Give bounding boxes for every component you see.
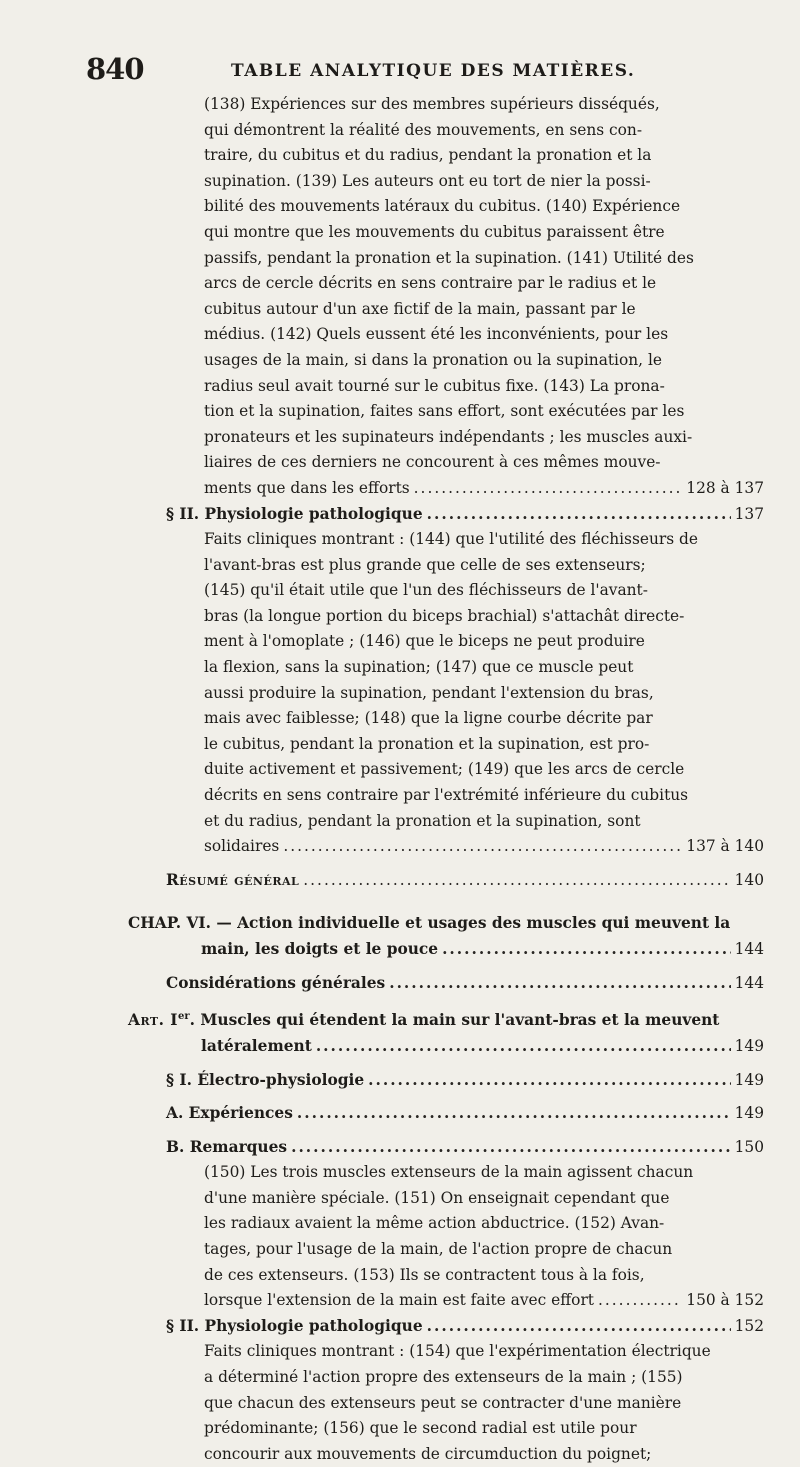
text-line: Faits cliniques montrant : (144) que l'utilité des fléchisseurs de — [204, 530, 698, 549]
chapter-title: CHAP. VI. — Action individuelle et usages des muscles qui meuvent la — [128, 914, 731, 933]
page-reference: 140 — [734, 870, 764, 889]
toc-entry-article-1 — [128, 1004, 764, 1059]
text-line: que chacun des extenseurs peut se contracter d'une manière — [204, 1393, 682, 1412]
toc-entry-last-line — [204, 476, 764, 502]
page-number: 840 — [86, 52, 144, 86]
entry-label: Résumé général — [166, 870, 300, 889]
toc-paragraph-138-143 — [204, 92, 764, 502]
leader-dots — [283, 834, 682, 860]
toc-content — [128, 92, 764, 1467]
page-reference: 150 à 152 — [686, 1291, 764, 1310]
entry-label: ments que dans les efforts — [204, 478, 410, 497]
page-reference: 149 — [734, 1036, 764, 1055]
text-line: qui démontrent la réalité des mouvements, en sens con- — [204, 120, 643, 139]
text-line: d'une manière spéciale. (151) On enseignait cependant que — [204, 1188, 670, 1207]
text-line: arcs de cercle décrits en sens contraire par le radius et le — [204, 274, 657, 293]
page-header — [86, 52, 726, 92]
text-line: usages de la main, si dans la pronation ou la supination, le — [204, 350, 662, 369]
leader-dots — [389, 971, 730, 997]
text-line: de ces extenseurs. (153) Ils se contractent tous à la fois, — [204, 1265, 645, 1284]
text-line: tion et la supination, faites sans effort, sont exécutées par les — [204, 402, 685, 421]
text-line: (145) qu'il était utile que l'un des fléchisseurs de l'avant- — [204, 581, 648, 600]
page-reference: 144 — [734, 973, 764, 992]
entry-label: § II. Physiologie pathologique — [166, 1316, 423, 1335]
toc-entry-considerations-generales — [166, 971, 764, 997]
toc-entry-remarques — [166, 1135, 764, 1161]
toc-entry-chapter-vi — [128, 911, 764, 962]
leader-dots — [368, 1068, 730, 1094]
text-line: liaires de ces derniers ne concourent à ces mêmes mouve- — [204, 453, 661, 472]
article-prefix: Art. I — [128, 1011, 178, 1030]
entry-label: A. Expériences — [166, 1104, 293, 1123]
entry-label: Considérations générales — [166, 973, 386, 992]
entry-label: B. Remarques — [166, 1137, 288, 1156]
page-reference: 149 — [734, 1070, 764, 1089]
leader-dots — [427, 502, 731, 528]
running-head: TABLE ANALYTIQUE DES MATIÈRES. — [231, 61, 636, 81]
text-line: radius seul avait tourné sur le cubitus fixe. (143) La prona- — [204, 376, 665, 395]
page-reference: 149 — [734, 1104, 764, 1123]
text-line: tages, pour l'usage de la main, de l'action propre de chacun — [204, 1240, 673, 1259]
entry-label: § I. Électro-physiologie — [166, 1070, 365, 1089]
entry-label: lorsque l'extension de la main est faite avec effort — [204, 1291, 594, 1310]
toc-entry-last-line — [204, 1288, 764, 1314]
leader-dots — [316, 1034, 731, 1060]
leader-dots — [427, 1314, 731, 1340]
text-line: duite activement et passivement; (149) que les arcs de cercle — [204, 760, 685, 779]
text-line: médius. (142) Quels eussent été les inconvénients, pour les — [204, 325, 669, 344]
page-reference: 150 — [734, 1137, 764, 1156]
text-line: qui montre que les mouvements du cubitus paraissent être — [204, 222, 665, 241]
text-line: et du radius, pendant la pronation et la supination, sont — [204, 811, 641, 830]
page-reference: 137 — [734, 504, 764, 523]
article-title-cont: latéralement — [201, 1036, 312, 1055]
text-line: bilité des mouvements latéraux du cubitus. (140) Expérience — [204, 197, 681, 216]
leader-dots — [291, 1135, 731, 1161]
text-line: supination. (139) Les auteurs ont eu tort de nier la possi- — [204, 171, 651, 190]
toc-paragraph-154-156 — [204, 1339, 764, 1467]
text-line: ment à l'omoplate ; (146) que le biceps ne peut produire — [204, 632, 645, 651]
text-line: (150) Les trois muscles extenseurs de la main agissent chacun — [204, 1163, 694, 1182]
chapter-title-cont: main, les doigts et le pouce — [201, 940, 439, 958]
text-line: bras (la longue portion du biceps brachial) s'attachât directe- — [204, 606, 685, 625]
text-line: prédominante; (156) que le second radial est utile pour — [204, 1419, 637, 1438]
text-line: a déterminé l'action propre des extenseurs de la main ; (155) — [204, 1368, 683, 1387]
page-reference: 152 — [734, 1316, 764, 1335]
leader-dots — [598, 1288, 682, 1314]
toc-paragraph-150-153 — [204, 1160, 764, 1314]
text-line: l'avant-bras est plus grande que celle de ses extenseurs; — [204, 555, 646, 574]
text-line: (138) Expériences sur des membres supérieurs disséqués, — [204, 95, 660, 113]
article-title — [128, 1004, 719, 1034]
leader-dots — [297, 1101, 731, 1127]
text-line: Faits cliniques montrant : (154) que l'expérimentation électrique — [204, 1342, 711, 1361]
entry-label: § II. Physiologie pathologique — [166, 504, 423, 523]
toc-entry-physiologie-pathologique — [166, 502, 764, 528]
toc-paragraph-144-149 — [204, 527, 764, 860]
toc-entry-last-line — [204, 834, 764, 860]
toc-entry-experiences — [166, 1101, 764, 1127]
text-line: passifs, pendant la pronation et la supination. (141) Utilité des — [204, 248, 694, 267]
text-line: les radiaux avaient la même action abductrice. (152) Avan- — [204, 1214, 665, 1233]
text-line: pronateurs et les supinateurs indépendants ; les muscles auxi- — [204, 427, 693, 446]
text-line: cubitus autour d'un axe fictif de la main, passant par le — [204, 299, 636, 318]
article-title-rest: . Muscles qui étendent la main sur l'avant-bras et la meuvent — [189, 1011, 720, 1030]
text-line: le cubitus, pendant la pronation et la supination, est pro- — [204, 734, 650, 753]
leader-dots — [303, 868, 730, 894]
toc-entry-physiologie-pathologique-2 — [166, 1314, 764, 1340]
page-reference: 144 — [734, 940, 764, 958]
toc-entry-resume-general — [166, 868, 764, 894]
text-line: décrits en sens contraire par l'extrémité inférieure du cubitus — [204, 786, 689, 805]
text-line: aussi produire la supination, pendant l'extension du bras, — [204, 683, 654, 702]
text-line: concourir aux mouvements de circumduction du poignet; — [204, 1444, 652, 1463]
text-line: traire, du cubitus et du radius, pendant la pronation et la — [204, 146, 652, 165]
page-reference: 137 à 140 — [686, 837, 764, 856]
leader-dots — [442, 937, 731, 963]
text-line: la flexion, sans la supination; (147) que ce muscle peut — [204, 658, 634, 677]
entry-label: solidaires — [204, 837, 280, 856]
text-line: mais avec faiblesse; (148) que la ligne courbe décrite par — [204, 709, 653, 728]
page-reference: 128 à 137 — [686, 478, 764, 497]
leader-dots — [414, 476, 683, 502]
toc-entry-electro-physiologie — [166, 1068, 764, 1094]
article-sup: er — [178, 1011, 190, 1023]
